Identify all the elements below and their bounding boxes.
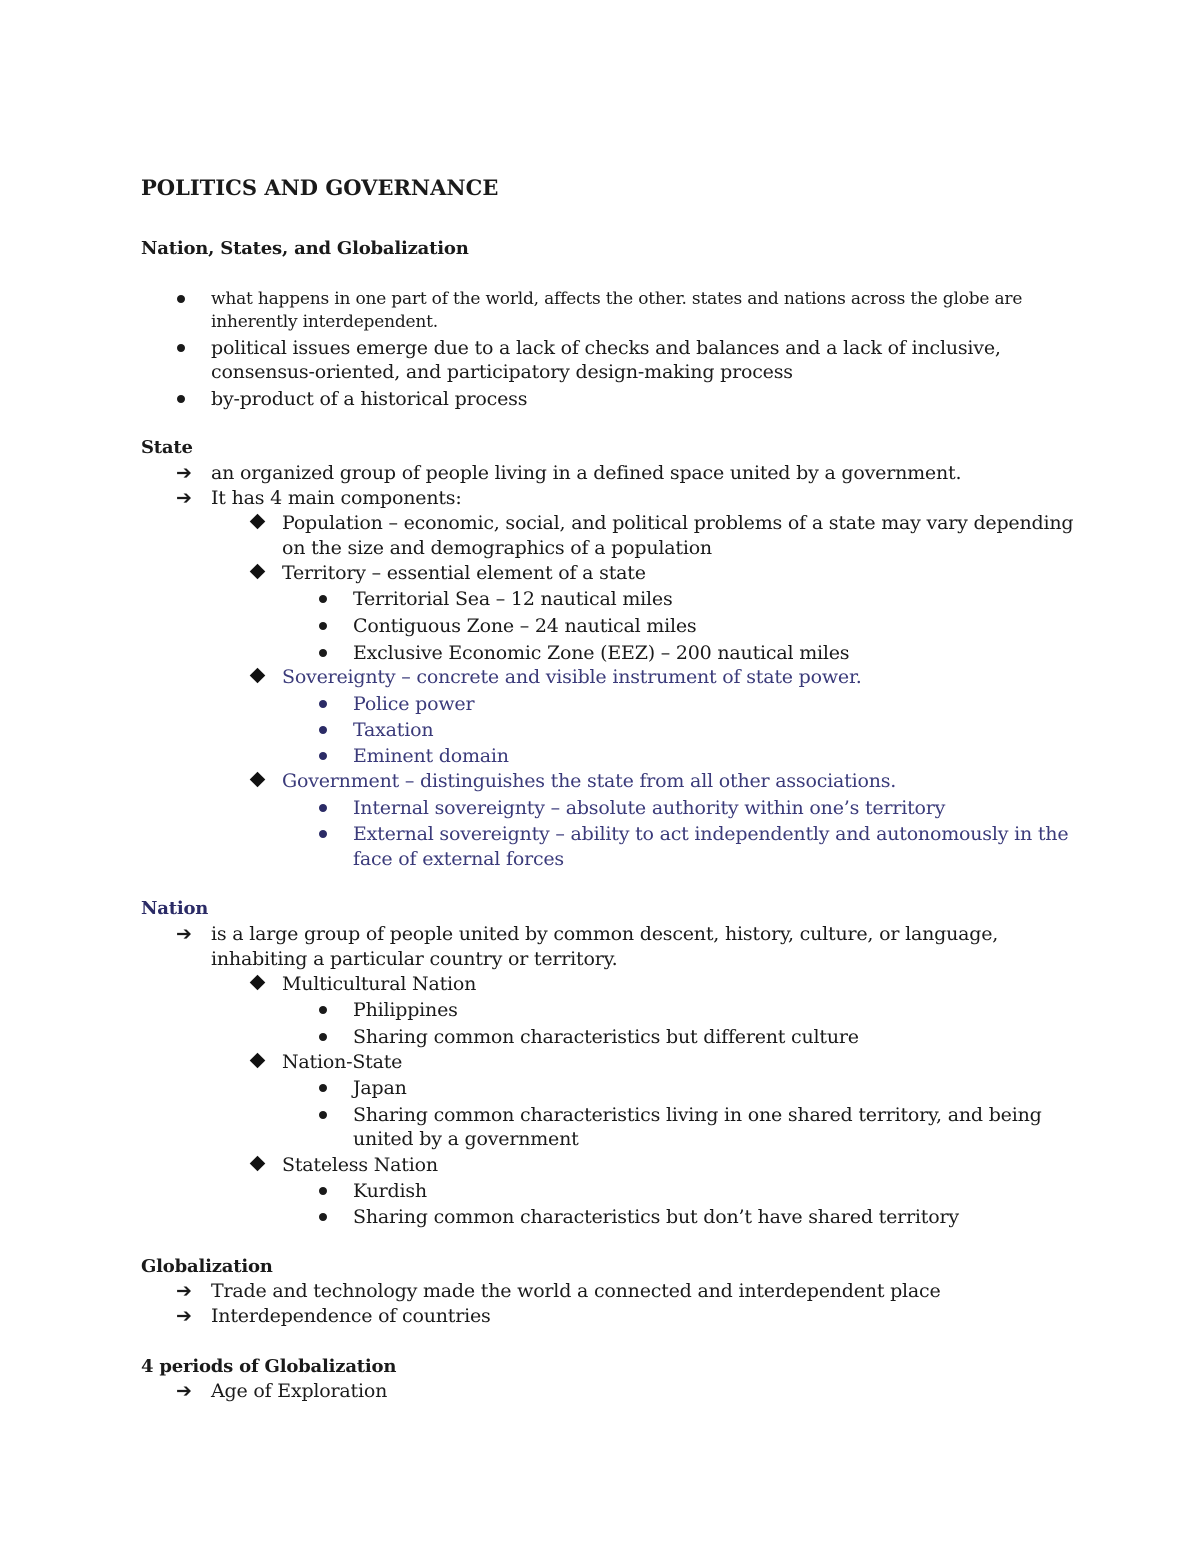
- list-item: Internal sovereignty – absolute authority within one’s territory: [353, 797, 946, 819]
- bullet-icon: [319, 1006, 327, 1014]
- list-item: Taxation: [353, 719, 434, 741]
- list-item-continuation: consensus-oriented, and participatory design-making process: [211, 361, 793, 383]
- bullet-icon: [319, 726, 327, 734]
- section-heading-globalization: Globalization: [141, 1256, 273, 1277]
- list-item: Trade and technology made the world a connected and interdependent place: [211, 1280, 941, 1302]
- bullet-icon: [319, 830, 327, 838]
- section-heading-periods: 4 periods of Globalization: [141, 1356, 397, 1377]
- list-item: It has 4 main components:: [211, 487, 462, 509]
- bullet-icon: [177, 295, 185, 303]
- section-heading-nation: Nation: [141, 898, 209, 919]
- bullet-icon: [319, 649, 327, 657]
- list-item-continuation: on the size and demographics of a population: [282, 537, 712, 559]
- list-item: Sharing common characteristics living in one shared territory, and being: [353, 1104, 1042, 1126]
- list-item: Government – distinguishes the state from all other associations.: [282, 770, 897, 792]
- list-item: Eminent domain: [353, 745, 509, 767]
- bullet-icon: [319, 622, 327, 630]
- list-item: Police power: [353, 693, 475, 715]
- list-item: by-product of a historical process: [211, 388, 528, 410]
- list-item-continuation: face of external forces: [353, 848, 564, 870]
- list-item: political issues emerge due to a lack of checks and balances and a lack of inclusive,: [211, 337, 1001, 359]
- list-item: Sharing common characteristics but don’t have shared territory: [353, 1206, 959, 1228]
- diamond-bullet-icon: [250, 975, 266, 991]
- list-item: Territorial Sea – 12 nautical miles: [353, 588, 673, 610]
- page-title: POLITICS AND GOVERNANCE: [141, 175, 499, 200]
- diamond-bullet-icon: [250, 1053, 266, 1069]
- list-item: Exclusive Economic Zone (EEZ) – 200 nautical miles: [353, 642, 850, 664]
- section-heading-state: State: [141, 437, 193, 458]
- list-item-continuation: united by a government: [353, 1128, 579, 1150]
- bullet-icon: [319, 595, 327, 603]
- list-item: Interdependence of countries: [211, 1305, 491, 1327]
- list-item: Philippines: [353, 999, 458, 1021]
- list-item: Population – economic, social, and political problems of a state may vary depending: [282, 512, 1074, 534]
- section-heading-nation-states-globalization: Nation, States, and Globalization: [141, 238, 469, 259]
- bullet-icon: [319, 700, 327, 708]
- list-item-continuation: inhabiting a particular country or territory.: [211, 948, 618, 970]
- list-item: Kurdish: [353, 1180, 427, 1202]
- bullet-icon: [319, 1033, 327, 1041]
- bullet-icon: [319, 1213, 327, 1221]
- diamond-bullet-icon: [250, 1156, 266, 1172]
- arrow-icon: ➔: [176, 462, 192, 484]
- diamond-bullet-icon: [250, 514, 266, 530]
- list-item: is a large group of people united by common descent, history, culture, or language,: [211, 923, 999, 945]
- bullet-icon: [319, 804, 327, 812]
- arrow-icon: ➔: [176, 923, 192, 945]
- arrow-icon: ➔: [176, 1305, 192, 1327]
- diamond-bullet-icon: [250, 668, 266, 684]
- list-item: Sovereignty – concrete and visible instrument of state power.: [282, 666, 862, 688]
- list-item: an organized group of people living in a defined space united by a government.: [211, 462, 962, 484]
- list-item-continuation: inherently interdependent.: [211, 312, 438, 332]
- list-item: External sovereignty – ability to act independently and autonomously in the: [353, 823, 1069, 845]
- list-item: Stateless Nation: [282, 1154, 438, 1176]
- list-item: what happens in one part of the world, affects the other. states and nations across the globe are: [211, 289, 1023, 309]
- list-item: Japan: [353, 1077, 407, 1099]
- bullet-icon: [319, 752, 327, 760]
- list-item: Multicultural Nation: [282, 973, 477, 995]
- arrow-icon: ➔: [176, 1380, 192, 1402]
- bullet-icon: [319, 1111, 327, 1119]
- list-item: Nation-State: [282, 1051, 403, 1073]
- arrow-icon: ➔: [176, 1280, 192, 1302]
- list-item: Sharing common characteristics but different culture: [353, 1026, 859, 1048]
- bullet-icon: [177, 395, 185, 403]
- diamond-bullet-icon: [250, 772, 266, 788]
- list-item: Contiguous Zone – 24 nautical miles: [353, 615, 697, 637]
- bullet-icon: [319, 1187, 327, 1195]
- bullet-icon: [177, 344, 185, 352]
- diamond-bullet-icon: [250, 564, 266, 580]
- list-item: Territory – essential element of a state: [282, 562, 646, 584]
- bullet-icon: [319, 1084, 327, 1092]
- list-item: Age of Exploration: [211, 1380, 388, 1402]
- arrow-icon: ➔: [176, 487, 192, 509]
